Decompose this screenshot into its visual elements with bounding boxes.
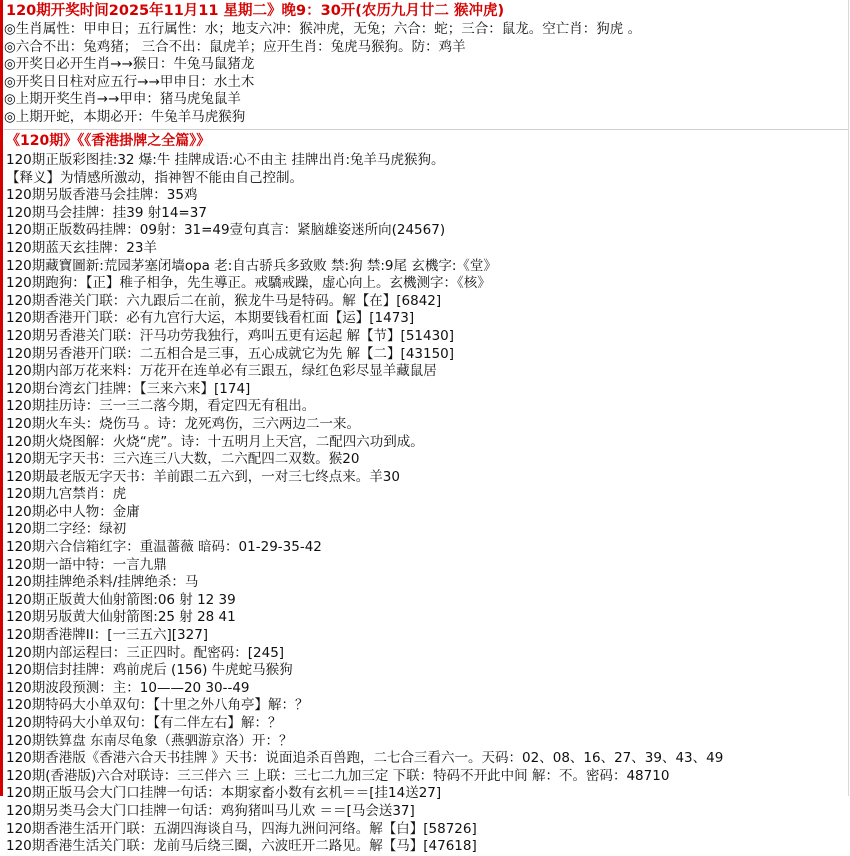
- zodiac-attributes-block: [4, 21, 850, 126]
- content-line: 120期香港生活开门联：五湖四海谈自马，四海九洲问河络。解【白】[58726]: [6, 820, 477, 837]
- zodiac-line: ◎上期开蛇，本期必开：牛兔羊马虎猴狗: [4, 108, 246, 125]
- content-line: 120期马会挂牌：挂39 射14=37: [6, 204, 207, 221]
- content-line: 120期正版数码挂牌：09射：31=49壹句真言：紧脑雄姿迷所向(24567): [6, 222, 446, 239]
- content-line: 120期特码大小单双句：【有二伴左右】解：？: [6, 715, 282, 731]
- zodiac-line: ◎开奖日必开生肖→→猴日：牛兔马鼠猪龙: [4, 56, 255, 72]
- section-title: 《120期》《《香港掛牌之全篇》》: [6, 133, 211, 149]
- content-line: 120期火车头：烧伤马 。诗：龙死鸡伤，三六两边二一来。: [6, 415, 361, 432]
- content-line: 120期二字经：绿初: [6, 521, 127, 538]
- content-line: 120期香港牌II：[一三五六][327]: [6, 627, 209, 644]
- zodiac-line: ◎上期开奖生肖→→甲申：猪马虎兔鼠羊: [4, 91, 241, 107]
- content-line: 120期蓝天玄挂牌：23羊: [6, 239, 157, 256]
- content-line: 120期另类马会大门口挂牌一句话：鸡狗猪叫马儿欢 ＝＝[马会送37]: [6, 802, 415, 819]
- content-line: 120期挂历诗：三一三二落今期，看定四无有租出。: [6, 398, 316, 415]
- content-line: 120期火烧图解：火烧“虎”。诗：十五明月上天宫，二配四六功到成。: [6, 433, 424, 450]
- content-line: 120期正版彩图挂:32 爆:牛 挂牌成语:心不由主 挂牌出肖:兔羊马虎猴狗。: [6, 152, 445, 168]
- page-title: 120期开奖时间2025年11月11 星期二》晚9：30开(农历九月廿二 猴冲虎): [6, 3, 505, 19]
- content-line: 120期香港开门联：必有九宫行大运，本期要钱看杠面【运】[1473]: [6, 310, 415, 327]
- content-line: 120期香港版《香港六合天书挂牌 》天书：说面追杀百兽跑，二七合三看六一。天码：02、08、16、27、39、43、49: [6, 750, 724, 767]
- content-line: 120期香港生活关门联：龙前马后绕三圈，六波旺开二路见。解【马】[47618]: [6, 838, 477, 855]
- content-line: 120期铁算盘 东南尽龟象（燕驷游京洛）开：？: [6, 732, 293, 749]
- content-line: 120期六合信箱红字：重温薔薇 暗码：01-29-35-42: [6, 539, 322, 556]
- content-line: 120期台湾玄门挂牌：【三来六来】[174]: [6, 380, 251, 397]
- content-line: 120期内部万花来料：万花开在连单必有三跟五，绿红色彩尽显羊藏鼠居: [6, 363, 437, 380]
- content-line: 120期挂牌绝杀料/挂牌绝杀：马: [6, 574, 199, 591]
- content-line: 120期正版马会大门口挂牌一句话：本期家畜小数有玄机＝＝[挂14送27]: [6, 785, 442, 802]
- content-line: 120期另版香港马会挂牌：35鸡: [6, 187, 198, 204]
- content-line: 120期特码大小单双句：【十里之外八角亭】解：？: [6, 697, 309, 714]
- content-line: 120期一語中特：一言九鼎: [6, 556, 167, 573]
- content-line: 120期必中人物：金庸: [6, 503, 140, 520]
- content-line: 120期香港关门联：六九跟后二在前，猴龙牛马是特码。解【在】[6842]: [6, 292, 442, 309]
- content-line: 120期内部运程曰：三正四时。配密码：[245]: [6, 644, 285, 661]
- content-line: 【释义】为情感所激动，指神智不能由自己控制。: [6, 169, 303, 186]
- content-line: 120期最老版无字天书：羊前跟二五六到，一对三七终点来。羊30: [6, 468, 400, 485]
- zodiac-line: ◎六合不出：兔鸡猪； 三合不出：鼠虎羊；应开生肖：兔虎马猴狗。防：鸡羊: [4, 38, 466, 55]
- content-line: 120期九宫禁肖：虎: [6, 486, 127, 503]
- zodiac-line: ◎生肖属性：甲申日；五行属性：水；地支六冲：猴冲虎，无兔；六合：蛇；三合：鼠龙。空亡肖：狗虎 。: [4, 21, 642, 37]
- content-lines: [4, 152, 850, 856]
- divider: [4, 129, 849, 130]
- content-line: 120期(香港版)六合对联诗：三三伴六 三 上联：三七二九加三定 下联：特码不开此中间 解：不。密码：48710: [6, 767, 670, 784]
- content-line: 120期跑狗：【正】稚子相争，先生導正。戒驕戒躁，虚心向上。玄機测字：《核》: [6, 275, 491, 292]
- content-line: 120期另香港关门联：汗马功劳我独行，鸡叫五更有运起 解【节】[51430]: [6, 327, 455, 344]
- content-line: 120期信封挂牌：鸡前虎后 (156) 牛虎蛇马猴狗: [6, 662, 293, 679]
- content-line: 120期正版黄大仙射箭图:06 射 12 39: [6, 591, 236, 608]
- zodiac-line: ◎开奖日日柱对应五行→→甲申日：水土木: [4, 73, 255, 90]
- content-line: 120期另版黄大仙射箭图:25 射 28 41: [6, 609, 236, 626]
- content-line: 120期无字天书：三六连三八大数，二六配四二双数。猴20: [6, 451, 360, 468]
- left-red-border: [0, 0, 3, 796]
- content-line: 120期波段预测：主：10——20 30--49: [6, 679, 250, 696]
- content-line: 120期另香港开门联：二五相合是三事，五心成就它为先 解【二】[43150]: [6, 345, 455, 362]
- content-line: 120期藏寶圖新:荒园茅塞闭墙opa 老:自古骄兵多致败 禁:狗 禁:9尾 玄機字:《堂》: [6, 257, 497, 274]
